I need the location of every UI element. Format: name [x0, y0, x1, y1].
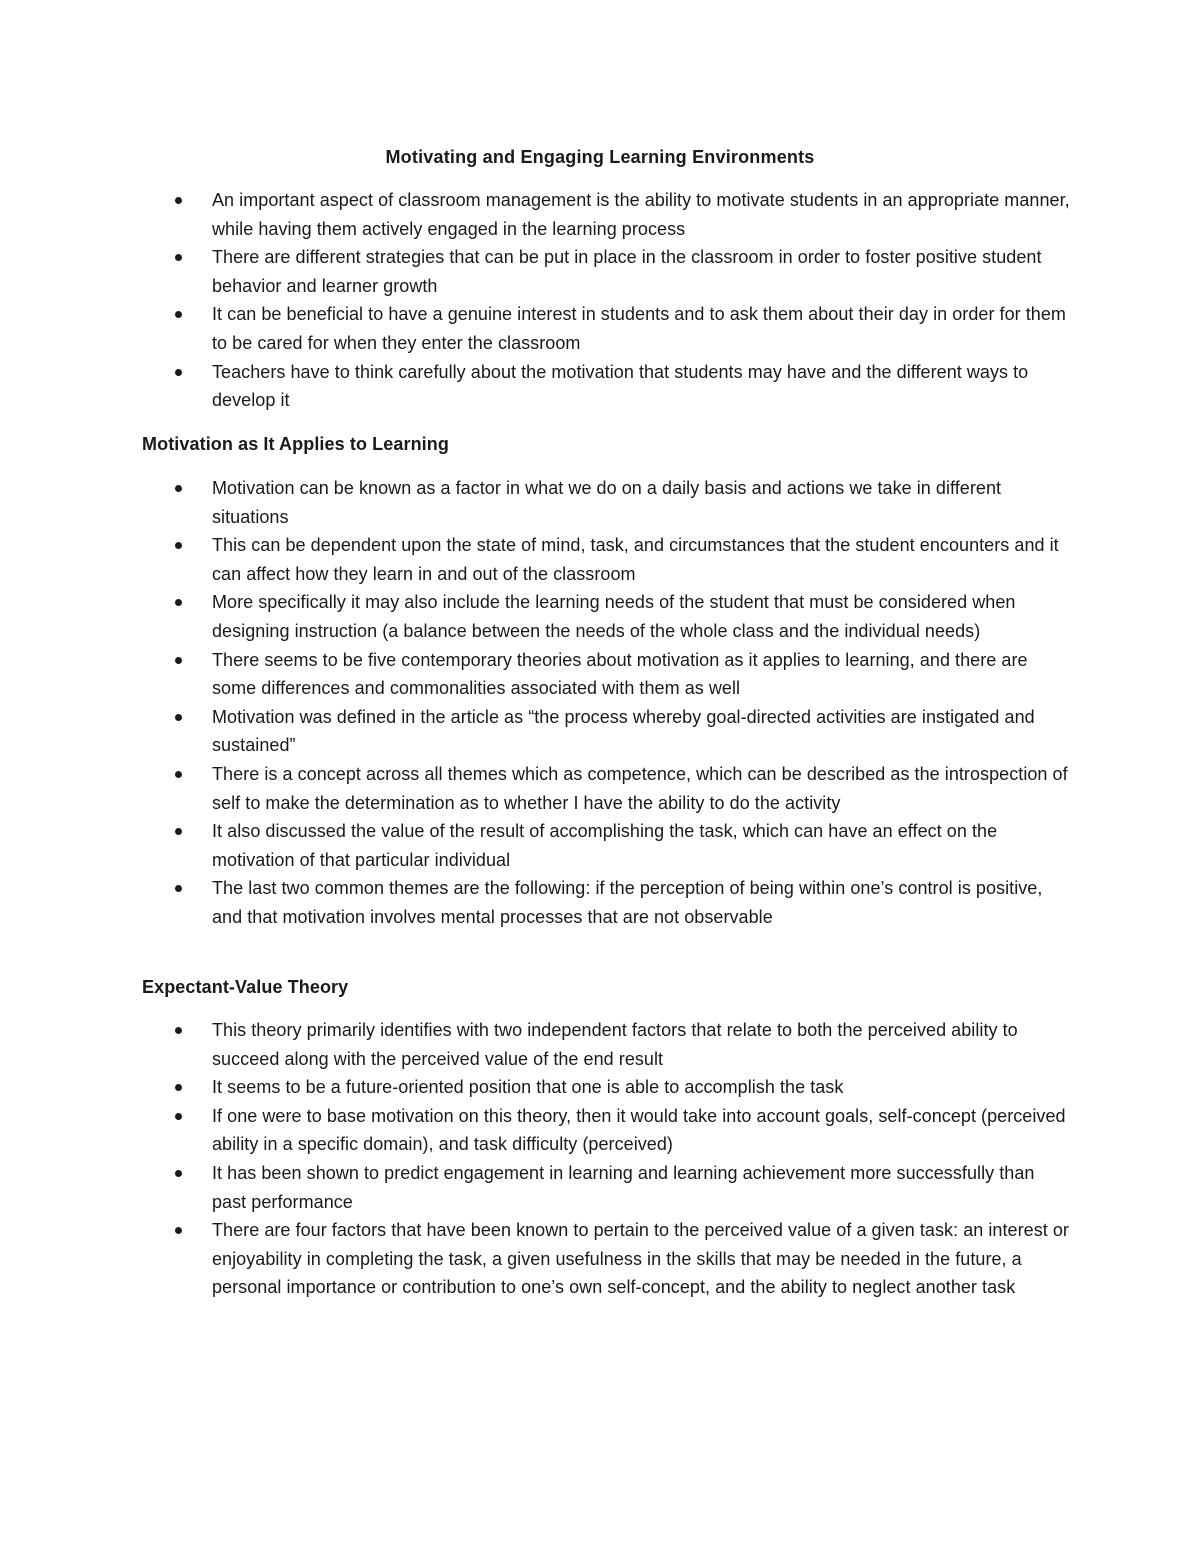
section-expectant-value: [142, 1016, 1072, 1302]
bullet-text: This can be dependent upon the state of mind, task, and circumstances that the student encounters and it can affect how they learn in and out of the classroom: [212, 535, 1059, 584]
bullet-text: An important aspect of classroom management is the ability to motivate students in an appropriate manner, while having them actively engaged in the learning process: [212, 190, 1070, 239]
list-item: [142, 186, 1072, 243]
list-item: [142, 874, 1072, 931]
bullet-icon: [175, 1170, 182, 1177]
bullet-icon: [175, 885, 182, 892]
list-item: [142, 531, 1072, 588]
bullet-text: It can be beneficial to have a genuine interest in students and to ask them about their day in order for them to be cared for when they enter the classroom: [212, 304, 1066, 353]
bullet-icon: [175, 254, 182, 261]
bullet-text: This theory primarily identifies with two independent factors that relate to both the perceived ability to succeed along with the perceived value of the end result: [212, 1020, 1018, 1069]
section-heading-expectant-value: Expectant-Value Theory: [142, 977, 349, 997]
section-motivation: [142, 474, 1072, 932]
intro-bullet-list: [142, 186, 1072, 415]
list-item: [142, 1216, 1072, 1302]
list-item: [142, 474, 1072, 531]
list-item: [142, 1073, 1072, 1102]
bullet-text: The last two common themes are the following: if the perception of being within one’s control is positive, and that motivation involves mental processes that are not observable: [212, 878, 1043, 927]
bullet-icon: [175, 1084, 182, 1091]
bullet-text: There is a concept across all themes which as competence, which can be described as the introspection of self to make the determination as to whether I have the ability to do the activity: [212, 763, 1068, 813]
section-heading-motivation: Motivation as It Applies to Learning: [142, 434, 449, 454]
intro-section: [142, 186, 1072, 415]
document-title: Motivating and Engaging Learning Environments: [385, 147, 815, 167]
bullet-text: Motivation can be known as a factor in what we do on a daily basis and actions we take in different situations: [212, 478, 1002, 527]
bullet-text: There are four factors that have been known to pertain to the perceived value of a given task: an interest or enjoyability in completing the task, a given usefulness in the skills that may be needed in the future, a personal importance or contribution to one’s own self-concept, and the ability to neglect another task: [212, 1220, 1069, 1298]
bullet-icon: [175, 542, 182, 549]
bullet-text: Teachers have to think carefully about the motivation that students may have and the different ways to develop it: [212, 361, 1029, 411]
list-item: [142, 358, 1072, 415]
list-item: [142, 1102, 1072, 1159]
bullet-text: There are different strategies that can be put in place in the classroom in order to foster positive student behavior and learner growth: [212, 247, 1042, 296]
bullet-icon: [175, 657, 182, 664]
list-item: [142, 243, 1072, 300]
bullet-icon: [175, 828, 182, 835]
bullet-icon: [175, 369, 182, 376]
bullet-icon: [175, 485, 182, 492]
bullet-icon: [175, 714, 182, 721]
bullet-text: It has been shown to predict engagement in learning and learning achievement more successfully than past performance: [212, 1162, 1035, 1212]
bullet-text: More specifically it may also include the learning needs of the student that must be considered when designing instruction (a balance between the needs of the whole class and the individual needs): [212, 592, 1016, 641]
bullet-icon: [175, 1227, 182, 1234]
bullet-text: It also discussed the value of the result of accomplishing the task, which can have an effect on the motivation of that particular individual: [212, 821, 998, 870]
list-item: [142, 300, 1072, 357]
bullet-icon: [175, 771, 182, 778]
bullet-text: It seems to be a future-oriented position that one is able to accomplish the task: [212, 1077, 844, 1098]
list-item: [142, 817, 1072, 874]
bullet-text: There seems to be five contemporary theories about motivation as it applies to learning, and there are some differences and commonalities associated with them as well: [212, 649, 1028, 699]
bullet-icon: [175, 1027, 182, 1034]
list-item: [142, 1016, 1072, 1073]
bullet-icon: [175, 197, 182, 204]
section-heading-container: [142, 432, 1072, 456]
bullet-icon: [175, 1113, 182, 1120]
expectant-value-bullet-list: [142, 1016, 1072, 1302]
bullet-icon: [175, 311, 182, 318]
section-heading-container: [142, 975, 1072, 999]
list-item: [142, 760, 1072, 817]
motivation-bullet-list: [142, 474, 1072, 932]
list-item: [142, 646, 1072, 703]
list-item: [142, 588, 1072, 645]
bullet-text: If one were to base motivation on this theory, then it would take into account goals, self-concept (perceived ability in a specific domain), and task difficulty (perceived): [212, 1105, 1066, 1155]
list-item: [142, 1159, 1072, 1216]
bullet-text: Motivation was defined in the article as “the process whereby goal-directed activities are instigated and sustained”: [212, 706, 1035, 756]
list-item: [142, 703, 1072, 760]
bullet-icon: [175, 599, 182, 606]
